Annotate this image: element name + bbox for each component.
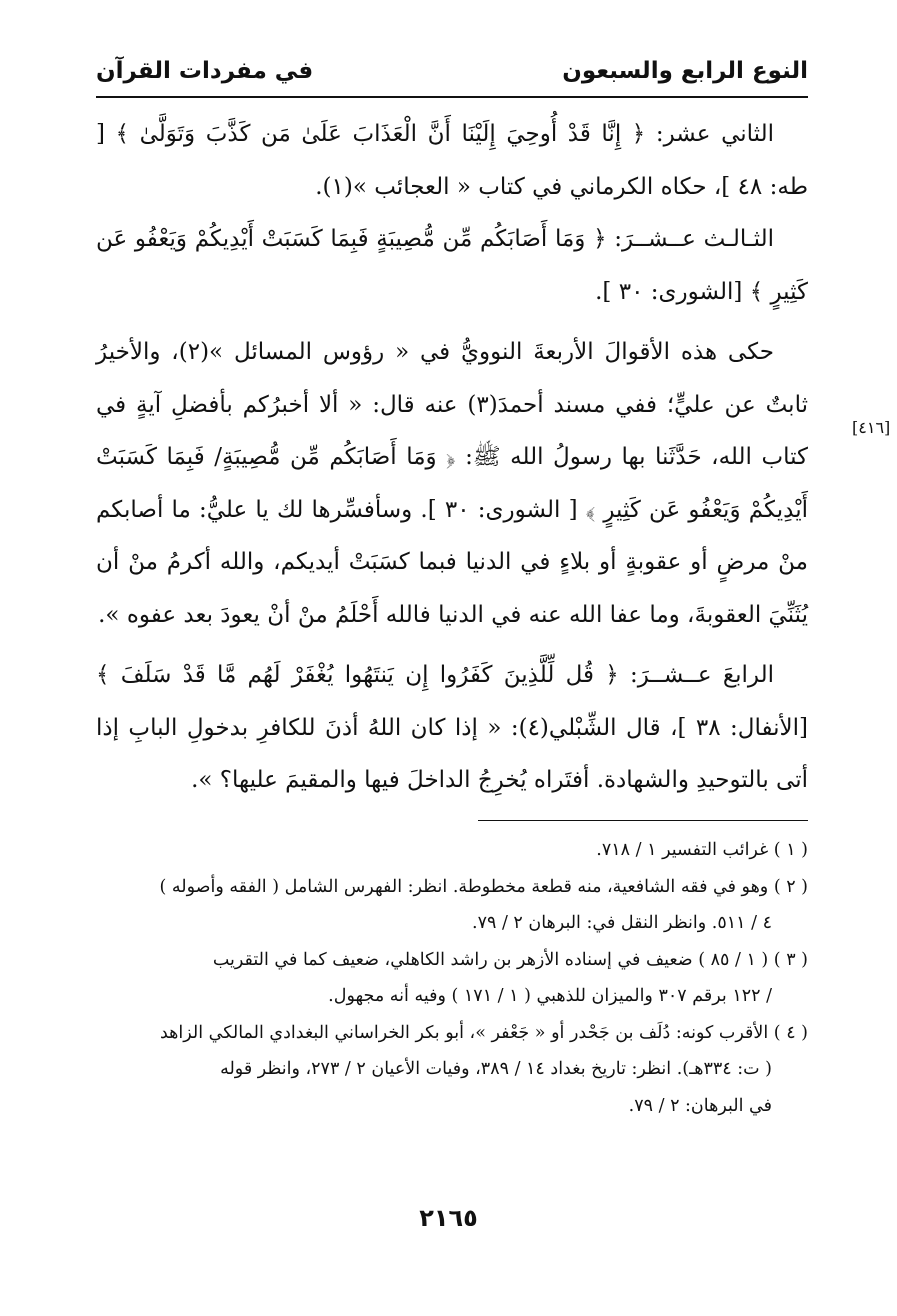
book-section-title: في مفردات القرآن [96,58,314,84]
paragraph-thirteenth: الثـالـث عــشــرَ: ﴿ وَمَا أَصَابَكُم مِّن مُّصِيبَةٍ فَبِمَا كَسَبَتْ أَيْدِيكُمْ وَيَعْفُو عَن كَثِيرٍ ﴾ [الشورى: ٣٠ ]. [96,226,808,305]
paragraph-fourteenth: الرابعَ عــشــرَ: ﴿ قُل لِّلَّذِينَ كَفَرُوا إِن يَنتَهُوا يُغْفَرْ لَهُم مَّا قَدْ سَلَفَ ﴾ [الأنفال: ٣٨ ]، قال الشِّبْلي(٤): « إذا كان اللهُ أذنَ للكافرِ بدخولِ البابِ إذا أتى بالتوحيدِ والشهادة. أفتَراه يُخرِجُ الداخلَ فيها والمقيمَ عليها؟ ». [96,662,809,793]
paragraph-twelfth: الثاني عشر: ﴿ إِنَّا قَدْ أُوحِيَ إِلَيْنَا أَنَّ الْعَذَابَ عَلَىٰ مَن كَذَّبَ وَتَوَلَّىٰ ﴾ [ طه: ٤٨ ]، حكاه الكرماني في كتاب « العجائب »(١). [96,121,808,200]
footnote-2: ( ٢ ) وهو في فقه الشافعية، منه قطعة مخطوطة. انظر: الفهرس الشامل ( الفقه وأصوله ) [159,876,808,897]
footnote-4: ( ٤ ) الأقرب كونه: دُلَف بن جَحْدر أو « جَعْفر »، أبو بكر الخراساني البغدادي المالكي الزاهد [159,1022,808,1043]
page-number: ٢١٦٥ [419,1204,478,1232]
footnote-3-continuation: / ١٢٢ برقم ٣٠٧ والميزان للذهبي ( ١ / ١٧١ ) وفيه أنه مجهول. [328,986,772,1006]
chapter-title: النوع الرابع والسبعون [562,58,808,84]
footnote-3: ( ٣ ) ( ١ / ٨٥ ) ضعيف في إسناده الأزهر بن راشد الكاهلي، ضعيف كما في التقريب [212,949,808,970]
footnote-rule [478,820,808,821]
footnote-4-continuation: ( ت: ٣٣٤هـ). انظر: تاريخ بغداد ١٤ / ٣٨٩، وفيات الأعيان ٢ / ٢٧٣، وانظر قوله [220,1059,772,1079]
paragraph-commentary: حكى هذه الأقوالَ الأربعةَ النوويُّ في « رؤوس المسائل »(٢)، والأخيرُ ثابتٌ عن عليٍّ؛ ففي مسند أحمدَ(٣) عنه قال: « ألا أخبرُكم بأفضلِ آيةٍ في كتاب الله، حَدَّثَنا بها رسولُ الله ﷺ: ﴿ وَمَا أَصَابَكُم مِّن مُّصِيبَةٍ/ فَبِمَا كَسَبَتْ أَيْدِيكُمْ وَيَعْفُو عَن كَثِيرٍ ﴾ [ الشورى: ٣٠ ]. وسأفسِّرها لك يا عليُّ: ما أصابكم منْ مرضٍ أو عقوبةٍ أو بلاءٍ في الدنيا فبما كسَبَتْ أيديكم، والله أكرمُ منْ أن يُثَنِّيَ العقوبةَ، وما عفا الله عنه في الدنيا فالله أَحْلَمُ منْ أنْ يعودَ بعد عفوه ». [96,339,808,628]
margin-page-reference: [٤١٦] [852,418,891,437]
footnotes [96,832,808,1124]
footnote-4-continuation-2: في البرهان: ٢ / ٧٩. [628,1095,772,1116]
footnote-1: ( ١ ) غرائب التفسير ١ / ٧١٨. [596,840,808,860]
header-rule [96,96,808,98]
running-header [96,48,808,94]
footnote-2-continuation: ٤ / ٥١١. وانظر النقل في: البرهان ٢ / ٧٩. [471,913,772,933]
main-text [96,108,808,807]
